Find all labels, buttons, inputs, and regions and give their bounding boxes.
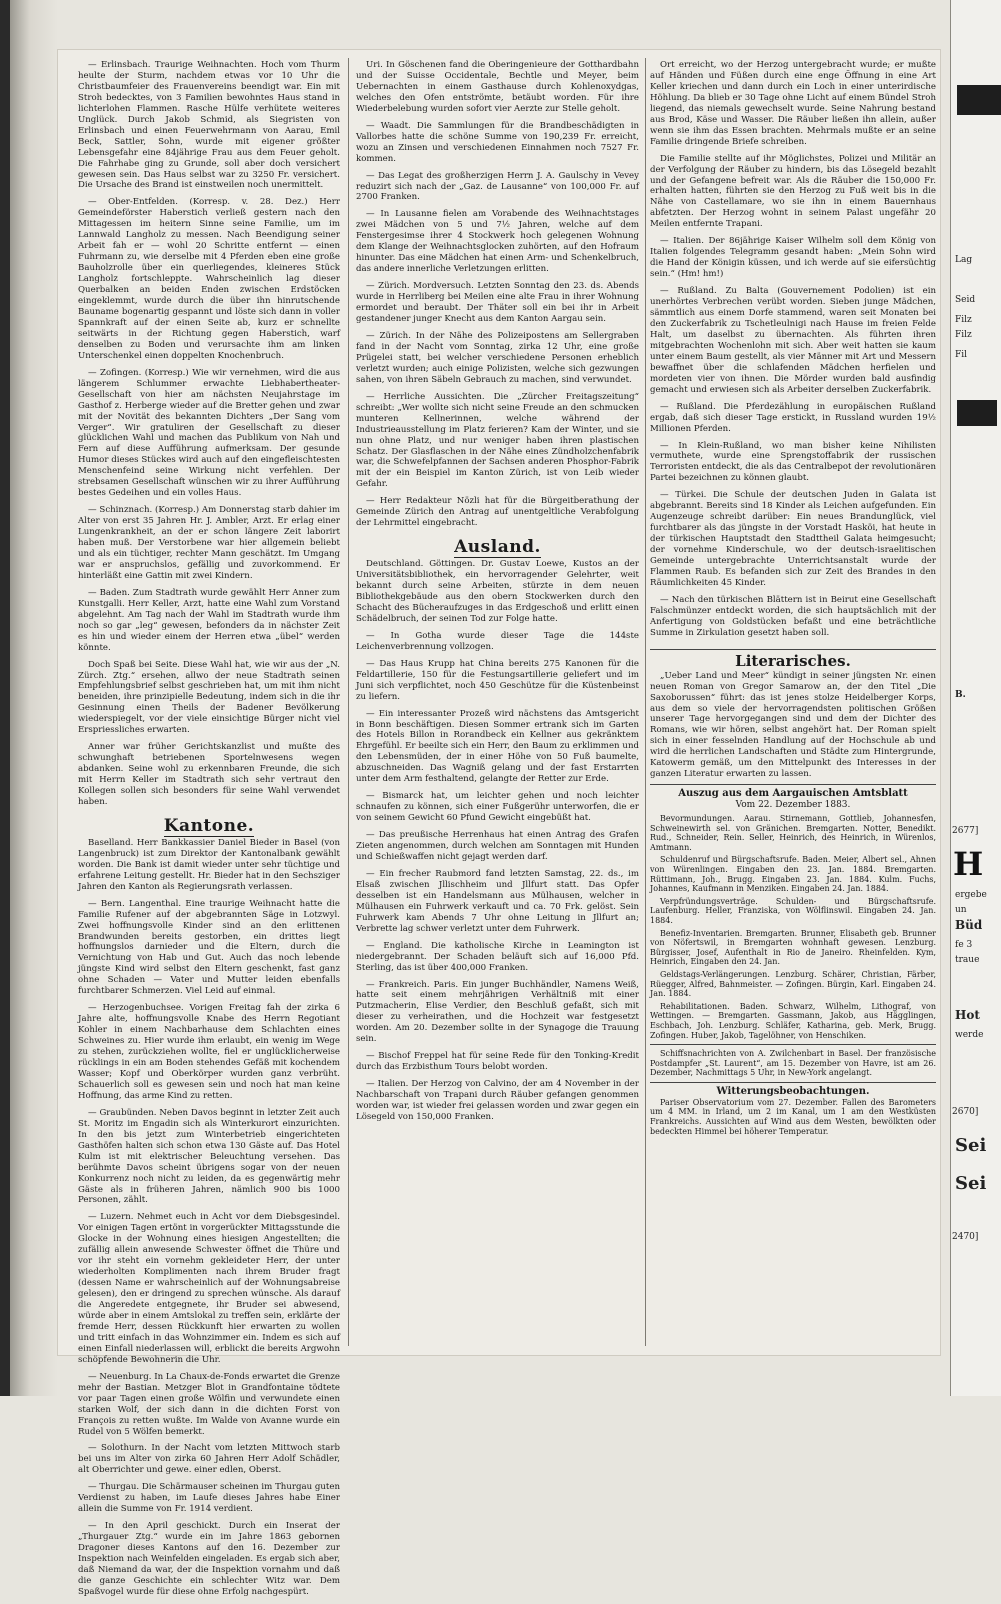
article-paragraph: — Graubünden. Neben Davos beginnt in letzter Zeit auch St. Moritz im Engadin sich als Winterkurort einzurichten. In den bis jetzt zum Winterbetrieb eingerichteten Gasthöfen halten sich schon etwa 130 Gäste auf. Das Hotel Kulm ist mit elektrischer Beleuchtung versehen. Das berühmte Davos scheint übrigens sogar von der neuen Konkurrenz noch nicht zu leiden, da es gegenwärtig mehr Gäste als in früheren Jahren, nämlich 900 bis 1000 Personen, zählt. (78, 1107, 340, 1206)
strip-fragment: Hot (955, 1008, 980, 1022)
article-paragraph: — Nach den türkischen Blättern ist in Beirut eine Gesellschaft Falschmünzer entdeckt worden, die sich hauptsächlich mit der Anfertigung von Goldstücken befaßt und eine beträchtliche Summe in Zirkulation gesetzt haben soll. (650, 594, 936, 638)
literarisches-text: „Ueber Land und Meer“ kündigt in seiner jüngsten Nr. einen neuen Roman von Gregor Samarow an, der den Titel „Die Saxoborussen“ führt: das ist jenes stolze Heidelberger Korps, aus dem so viele der hervorragendsten politischen Größen unserer Tage hervorgegangen sind und dem der Dichter des Romans, wie wir hören, selbst angehört hat. Der Roman spielt sich in einer fesselnden Handlung auf der Hochschule ab und wird die herrlichen Landschaften und Städte zum Hintergrunde, Katowerm gemäß, um den Mittelpunkt des Interesses in der ganzen Literatur erwarten zu lassen. (650, 670, 936, 780)
article-paragraph: Ort erreicht, wo der Herzog untergebracht wurde; er mußte auf Händen und Füßen durch eine enge Öffnung in eine Art Keller kriechen und dann durch ein Loch in einer unterirdische Höhlung. Da blieb er 30 Tage ohne Licht auf einem Bündel Stroh liegend, das niemals gewechselt wurde. Seine Nahrung bestand aus Brod, Käse und Wasser. Die Räuber ließen ihn allein, außer wenn sie ihm das Essen brachten. Mehrmals mußte er an seine Familie dringende Briefe schreiben. (650, 60, 936, 147)
article-paragraph: — Waadt. Die Sammlungen für die Brandbeschädigten in Vallorbes hatte die schöne Summe von 190,239 Fr. erreicht, wozu an Zinsen und verschiedenen Einnahmen noch 7527 Fr. kommen. (356, 120, 639, 164)
article-paragraph: — In Gotha wurde dieser Tage die 144ste Leichenverbrennung vollzogen. (356, 630, 639, 652)
article-paragraph: Doch Spaß bei Seite. Diese Wahl hat, wie wir aus der „N. Zürch. Ztg.“ ersehen, allwo der neue Stadtrath seinen Empfehlungsbrief selbst geschrieben hat, um mit ihm nicht beneiden, ihre prinzipielle Bedeutung, indem sich in die ihr Gesinnung einen Theils der Badener Bevölkerung wiederspiegelt, vor der viele einsichtige Bürger nicht viel Erspriessliches erwarten. (78, 659, 340, 736)
article-paragraph: — Frankreich. Paris. Ein junger Buchhändler, Namens Weiß, hatte seit einem mehrjährigen Verhältniß mit einer Putzmacherin, Elise Verdier, den Beschluß gefaßt, sich mit dieser zu verheirathen, und die Hochzeit war festgesetzt worden. Am 20. Dezember sollte in der Synagoge die Trauung sein. (356, 979, 639, 1045)
article-paragraph: Die Familie stellte auf ihr Möglichstes, Polizei und Militär an der Verfolgung der Räuber zu hindern, bis das Lösegeld bezahlt und der Gefangene befreit war. Als die Räuber die 150,000 Fr. erhalten hatten, führten sie den Herzog zu Fuß weit bis in die Nähe von Castellamare, wo sie ihn in einem Bauernhaus abfetzten. Der Herzog wohnt in seinem Palast ungefähr 20 Meilen entfernte Trapani. (650, 153, 936, 230)
strip-fragment: Sei (955, 1135, 987, 1156)
paragraph-gap (356, 529, 639, 535)
column-2 (356, 60, 639, 1345)
article-paragraph: — Zofingen. (Korresp.) Wie wir vernehmen, wird die aus längerem Schlummer erwachte Liebhabertheater-Gesellschaft von hier am nächsten Neujahrstage im Gasthof z. Herberge wieder auf die Bretter gehen und zwar mit der Novität des bekannten Dichters „Der Sang vom Verger“. Wir gratuliren der Gesellschaft zu dieser glücklichen Wahl und machen das Publikum von Nah und Fern auf diese Aufführung aufmerksam. Der gesunde Humor dieses Stückes wird auch auf den eingefleischtesten Menschenfeind seine Wirkung nicht verfehlen. Der strebsamen Gesellschaft wünschen wir zu ihrer Aufführung bestes Gedeihen und ein volles Haus. (78, 367, 340, 499)
article-paragraph: Baselland. Herr Bankkassier Daniel Bieder in Basel (von Langenbruck) ist zum Direktor der Kantonalbank gewählt worden. Die Bank ist damit wieder unter sehr tüchtige und erfahrene Leitung gestellt. Hr. Bieder hat in den Sechsziger Jahren den Kanton als Regierungsrath verlassen. (78, 837, 340, 892)
strip-fragment: traue (955, 955, 980, 965)
paragraph-gap (356, 1123, 639, 1129)
article-paragraph: — Thurgau. Die Schärmauser scheinen im Thurgau guten Verdienst zu haben, im Laufe dieses Jahres habe Einer allein die Summe von Fr. 1914 verdient. (78, 1482, 340, 1515)
schiffsnachrichten: Schiffsnachrichten von A. Zwilchenbart in Basel. Der französische Postdampfer „St. Laurent“, am 15. Dezember von Havre, ist am 26. Dezember, Nachmittags 5 Uhr, in New-York angelangt. (650, 1049, 936, 1078)
paragraph-gap (78, 808, 340, 814)
strip-fragment: Filz (955, 315, 972, 325)
amtsblatt-entry: Rehabilitationen. Baden. Schwarz, Wilhelm, Lithograf, von Wettingen. — Bremgarten. Gassmann, Jakob, aus Hägglingen, Eschbach, Joh. Lenzburg. Schläfer, Katharina, geb. Merk, Brugg. Zofingen. Huber, Jakob, Tagelöhner, von Henschiken. (650, 1001, 936, 1040)
strip-fragment: B. (955, 690, 966, 700)
section-heading-kantone: Kantone. (163, 815, 255, 836)
divider (650, 649, 936, 650)
column-1 (78, 60, 340, 1597)
article-paragraph: — Herrliche Aussichten. Die „Zürcher Freitagszeitung“ schreibt: „Wer wollte sich nicht seine Freude an den schmucken munteren Kellnerinnen, welche während der Industrieausstellung im Platz ferieren? Kam der Winter, und sie nun ohne Platz, und nur weniger haben ihren plastischen Schatz. Der Glasflaschen in der Nähe eines Zündholzchenfabrik war, die Schwefelpfannen der Sachsen anderen Phosphor-Fabrik mit der ein Beispiel im Kanton Zürich, ist von Leib wieder Gefahr. (356, 391, 639, 490)
article-paragraph: — Neuenburg. In La Chaux-de-Fonds erwartet die Grenze mehr der Bastian. Metzger Blot in Grandfontaine tödtete vor paar Tagen einen große Wölfin und verwundete einen starken Wolf, der sich dann in die dichten Forst von François zu retten wußte. Im Walde von Avanne wurde ein Rudel von 5 Wölfen bemerkt. (78, 1371, 340, 1437)
ad-number: 2677] (952, 826, 979, 836)
article-paragraph: — Rußland. Zu Balta (Gouvernement Podolien) ist ein unerhörtes Verbrechen verübt worden. Sieben junge Mädchen, sämmtlich aus einem Dorfe stammend, waren seit Monaten bei den Zuckerfabrik zu Tschetleulnigi nach Hause im freien Felde Halt, um daselbst zu übernachten. Als führten ihren mitgebrachten Wochenlohn mit sich. Aber weit hatten sie kaum unter einem Baum gestellt, als vier Männer mit Art und Messern bewaffnet über die schlafenden Mädchen herfielen und mordeten vier von ihnen. Die Mörder wurden bald ausfindig gemacht und erwiesen sich als Arbeiter derselben Zuckerfabrik. (650, 286, 936, 395)
paragraph-gap (650, 639, 936, 645)
article-paragraph: Anner war früher Gerichtskanzlist und mußte des schwunghaft betriebenen Sportelnwesens wegen abdanken. Seine wohl zu erkennbaren Freunde, die sich mit Herrn Keller im Stadtrath sich sehr vertraut den Kollegen sollen sich besonders für seine Wahl verwendet haben. (78, 742, 340, 807)
paragraph-gap (78, 1598, 340, 1604)
article-paragraph: — Zürich. Mordversuch. Letzten Sonntag den 23. ds. Abends wurde in Herrliberg bei Meilen eine alte Frau in ihrer Wohnung ermordet und beraubt. Der Thäter soll ein bei ihr in Arbeit gestandener junger Knecht aus dem Kanton Aargau sein. (356, 281, 639, 325)
amtsblatt-entries (650, 814, 936, 1040)
strip-big-letter: H (953, 845, 984, 883)
column-3 (650, 60, 936, 1345)
column-3-news (650, 60, 936, 645)
column-1-news (78, 60, 340, 814)
strip-fragment: Seid (955, 295, 976, 305)
article-paragraph: — Das Legat des großherzigen Herrn J. A. Gaulschy in Vevey reduzirt sich nach der „Gaz. de Lausanne“ von 100,000 Fr. auf 2700 Franken. (356, 170, 639, 203)
black-block (957, 400, 997, 426)
article-paragraph: — Zürich. In der Nähe des Polizeipostens am Sellergraben fand in der Nacht vom Sonntag, zirka 12 Uhr, eine große Prügelei statt, bei welcher verschiedene Personen erheblich verletzt wurden; auch einige Polizisten, welche sich gezwungen sahen, von ihren Säbeln Gebrauch zu machen, sind verwundet. (356, 330, 639, 385)
article-paragraph: — Rußland. Die Pferdezählung in europäischen Rußland ergab, daß sich dieser Tage erstickt, in Russland wurden 19½ Millionen Pferden. (650, 401, 936, 434)
divider (650, 1044, 936, 1045)
amtsblatt-title: Auszug aus dem Aargauischen Amtsblatt (678, 788, 908, 800)
article-paragraph: — Ober-Entfelden. (Korresp. v. 28. Dez.) Herr Gemeindeförster Haberstich verließ gestern nach den Mittagessen im heitern Sinne seine Familie, um im Lannwald Langholz zu messen. Nach Beendigung seiner Arbeit fah er — wohl 20 Schritte entfernt — einen Fuhrmann zu, wie derselbe mit 4 Pferden eben eine große Bauholzrolle über ein querliegendes, kleineres Stück Langholz fortschleppte. Wahrscheinlich lag dieser Querbalken an beiden Enden zwischen Erdstöcken eingeklemmt, wurde durch die über ihn hinrutschende Bauname bogenartig gespannt und löste sich dann in voller Spannkraft auf der einen Seite ab, kurz er schnellte seitwärts in der Richtung gegen Haberstich, warf denselben zu Boden und verursachte ihm am linken Unterschenkel einen doppelten Knochenbruch. (78, 197, 340, 361)
amtsblatt-entry: Schuldenruf und Bürgschaftsrufe. Baden. Meier, Albert sel., Ahnen von Würenlingen. Eingaben den 23. Jan. 1884. Bremgarten. Rüttimann, Joh., Brugg. Eingaben 23. Jan. 1884. Kulm. Fuchs, Johannes, Kaufmann in Menziken. Eingaben 24. Jan. 1884. (650, 855, 936, 894)
article-paragraph: — Schinznach. (Korresp.) Am Donnerstag starb dahier im Alter von erst 35 Jahren Hr. J. Ambler, Arzt. Er erlag einer Lungenkrankheit, an der er schon längere Zeit laborirt haben muß. Der Verstorbene war hier allgemein beliebt und als ein tüchtiger, rechter Mann geschätzt. Im Umgang war er anspruchslos, gefällig und zuvorkommend. Er hinterläßt eine Gattin mit zwei Kindern. (78, 505, 340, 581)
strip-fragment: Lag (955, 255, 973, 265)
divider (650, 784, 936, 785)
article-paragraph: — Luzern. Nehmet euch in Acht vor dem Diebsgesindel. Vor einigen Tagen ertönt in vorgerückter Mittagsstunde die Glocke in der Wohnung eines hiesigen Angestellten; die zufällig allein anwesende Schwester öffnet die Thüre und vor ihr steht ein vornehm gekleideter Herr, der unter wiederholten Komplimenten nach ihrem Bruder fragt (dessen Name er wahrscheinlich auf der Wohnungsabreise gelesen), den er dringend zu sprechen wünsche. Als darauf die Angeredete entgegnete, ihr Bruder sei abwesend, würde aber in einem Amtslokal zu treffen sein, erklärte der fremde Herr, dessen Rückkunft hier erwarten zu wollen und tritt einfach in das Wohnzimmer ein. Indem es sich auf einen Einfall niederlassen will, erblickt die bereits Argwohn schöpfende Bewohnerin die Uhr. (78, 1212, 340, 1365)
strip-fragment: Fil (955, 350, 968, 360)
strip-fragment: Büd (955, 918, 983, 932)
article-paragraph: — In Klein-Rußland, wo man bisher keine Nihilisten vermuthete, wurde eine Sprengstoffabrik der russischen Terroristen entdeckt, die als das Centralbepot der revolutionären Partei bezeichnen zu können glaubt. (650, 440, 936, 484)
column-2-news (356, 60, 639, 535)
column-rule (645, 58, 646, 1346)
article-paragraph: — Bismarck hat, um leichter gehen und noch leichter schnaufen zu können, sich einer Fußgerühr unterworfen, die er von seinem Gewicht 60 Pfund Gewicht eingebüßt hat. (356, 791, 639, 824)
article-paragraph: — Das Haus Krupp hat China bereits 275 Kanonen für die Feldartillerie, 150 für die Festungsartillerie geliefert und im Juni sich verpflichtet, noch 450 Geschütze für die Küstenbeinst zu liefern. (356, 658, 639, 702)
amtsblatt-entry: Geldstags-Verlängerungen. Lenzburg. Schärer, Christian, Färber, Rüegger, Alfred, Bahnmeister. — Zofingen. Bürgin, Karl. Eingaben 24. Jan. 1884. (650, 970, 936, 999)
amtsblatt-entry: Bevormundungen. Aarau. Stirnemann, Gottlieb, Johannesfen, Schweinewirth sel. von Gränichen. Bremgarten. Notter, Benedikt. Rud., Schneider, Rein. Seller, Heinrich, des Heinrich, in Würenlos, Amtmann. (650, 814, 936, 852)
strip-fragment: werde (955, 1030, 984, 1040)
amtsblatt-entry: Verpfründungsverträge. Schulden- und Bürgschaftsrufe. Laufenburg. Heller, Franziska, von Wölflinswil. Eingaben 24. Jan. 1884. (650, 896, 936, 926)
amtsblatt-date: Vom 22. Dezember 1883. (735, 800, 851, 811)
article-paragraph: — Solothurn. In der Nacht vom letzten Mittwoch starb bei uns im Alter von zirka 60 Jahren Herr Adolf Schädler, alt Oberrichter und gewe. einer edlen, Oberst. (78, 1443, 340, 1476)
amtsblatt-entry: Benefiz-Inventarien. Bremgarten. Brunner, Elisabeth geb. Brunner von Nöfertswil, in Bremgarten wohnhaft gewesen. Lenzburg. Bürgisser, Josef, Aufenthalt in Rio de Janeiro. Rheinfelden. Kym, Heinrich, Eingaben den 24. Jan. (650, 928, 936, 967)
left-binding-edge (0, 0, 58, 1396)
witterung-text: Pariser Observatorium vom 27. Dezember. Fallen des Barometers um 4 MM. in Irland, um 2 im Kanal, um 1 am den Westküsten Frankreichs. Aussichten auf Wind aus dem Westen, bewölkten oder bedeckten Himmel bei höherer Temperatur. (650, 1097, 936, 1136)
article-paragraph: — Ein interessanter Prozeß wird nächstens das Amtsgericht in Bonn beschäftigen. Diesen Sommer ertrank sich im Garten des Hotels Billon in Rorandbeck ein Kellner aus gekränktem Ehrgefühl. Er beeilte sich ein Herr, den Baum zu erklimmen und den Lebensmüden, der in einer Höhe von 50 Fuß baumelte, abzuschneiden. Das Wagniß gelang und der fast Erstarrten unter dem Arm festhaltend, gelangte der Retter zur Erde. (356, 708, 639, 785)
column-rule (348, 58, 349, 1346)
article-paragraph: — Herr Redakteur Nözli hat für die Bürgeitberathung der Gemeinde Zürich den Antrag auf unentgeltliche Verabfolgung der Lehrmittel eingebracht. (356, 496, 639, 529)
section-heading-literarisches: Literarisches. (735, 651, 851, 670)
column-1-kantone (78, 838, 340, 1604)
strip-fragment: un (955, 905, 967, 915)
article-paragraph: — Erlinsbach. Traurige Weihnachten. Hoch vom Thurm heulte der Sturm, nachdem etwas vor 10 Uhr die Christbaumfeier des Frauenvereins beendigt war. Ein mit Stroh bedecktes, von 3 Familien bewohntes Haus stand in lichterlohen Flammen. Rasche Hülfe verhütete weiteres Unglück. Durch Jakob Schmid, als Siegristen von Erlinsbach und einen Feuerwehrmann von Aarau, Emil Beck, Sattler, Sohn, wurde mit eigener größter Lebensgefahr eine 84jährige Frau aus dem Feuer geholt. Die Fahrhabe ging zu Grunde, soll aber doch versichert gewesen sein. Das Haus selbst war zu 3250 Fr. versichert. Die Ursache des Brand ist einstweilen noch unermittelt. (78, 60, 340, 191)
article-paragraph: — Italien. Der Herzog von Calvino, der am 4 November in der Nachbarschaft von Trapani durch Räuber gefangen genommen worden war, ist wieder frei gelassen worden und zwar gegen ein Lösegeld von 150,000 Franken. (356, 1079, 639, 1123)
column-2-ausland (356, 559, 639, 1129)
strip-fragment: Filz (955, 330, 972, 340)
article-paragraph: — In den April geschickt. Durch ein Inserat der „Thurgauer Ztg.“ wurde ein im Jahre 1863 gebornen Dragoner dieses Kantons auf den 16. Dezember zur Inspektion nach Weinfelden eingeladen. Es ergab sich aber, daß Niemand da war, der die Inspektion vornahm und daß die ganze Geschichte ein schlechter Witz war. Dem Spaßvogel wurde für diese ohne Erfolg nachgespürt. (78, 1521, 340, 1597)
article-paragraph: — Das preußische Herrenhaus hat einen Antrag des Grafen Zieten angenommen, durch welchen am Sonntagen mit Hunden und Schießwaffen nicht gejagt werden darf. (356, 830, 639, 862)
article-paragraph: — England. Die katholische Kirche in Leamington ist niedergebrannt. Der Schaden beläuft sich auf 16,000 Pfd. Sterling, das ist über 400,000 Franken. (356, 940, 639, 973)
article-paragraph: — Baden. Zum Stadtrath wurde gewählt Herr Anner zum Kunstgalli. Herr Keller, Arzt, hatte eine Wahl zum Vorstand abgelehnt. Am Tag nach der Wahl im Stadtrath wurde ihm noch so gar „leg“ gewesen, befonders da in nächster Zeit es hin und wieder einem der Herren etwa „übel“ werden könnte. (78, 587, 340, 653)
article-paragraph: — Türkei. Die Schule der deutschen Juden in Galata ist abgebrannt. Bereits sind 18 Kinder als Leichen aufgefunden. Ein Augenzeuge schreibt darüber: Ein neues Brandunglück, viel furchtbarer als das jüngste in der Vorstadt Hasköi, hat heute in der türkischen Hauptstadt den Stadttheil Galata heimgesucht; der vornehme Kinderschule, wo der deutsch-israelitischen Gemeinde untergebrachte Unterrichtsanstalt wurde der Flammen Raub. Es befanden sich zur Zeit des Brandes in den Räumlichkeiten 45 Kinder. (650, 490, 936, 588)
strip-fragment: Sei (955, 1173, 987, 1194)
article-paragraph: — Italien. Der 86jährige Kaiser Wilhelm soll dem König von Italien folgendes Telegramm gesandt haben: „Mein Sohn wird die Hand der Königin küssen, und ich werde auf sie eifersüchtig sein.“ (Hm! hm!) (650, 236, 936, 280)
black-block (957, 85, 1001, 115)
ad-number: 2670] (952, 1107, 979, 1117)
witterung-title: Witterungsbeobachtungen. (716, 1085, 870, 1097)
divider (650, 1082, 936, 1083)
article-paragraph: Deutschland. Göttingen. Dr. Gustav Loewe, Kustos an der Universitätsbibliothek, ein hervorragender Gelehrter, weit bekannt durch seine Arbeiten, stürzte in dem neuen Bibliothekgebäude aus den obern Stockwerken durch den Schacht des Bücheraufzuges in das Erdgeschoß und erlitt einen Schädelbruch, der seinen Tod zur Folge hatte. (356, 559, 639, 624)
ad-number: 2470] (952, 1232, 979, 1242)
article-paragraph: — Herzogenbuchsee. Vorigen Freitag fah der zirka 6 Jahre alte, hoffnungsvolle Knabe des Herrn Regotiant Kohler in einem Nachbarhause dem Schlachten eines Schweines zu. Hier wurde ihm erlaubt, ein wenig im Wege zu stehen, zurückziehen wollte, fiel er unglücklicherweise rücklings in ein am Boden stehendes Gefäß mit kochendem Wasser; Kopf und Oberkörper wurden ganz verbrüht. Schauerlich soll es gewesen sein und noch hat man keine Hoffnung, das arme Kind zu retten. (78, 1003, 340, 1101)
article-paragraph: — In Lausanne fielen am Vorabende des Weihnachtstages zwei Mädchen von 5 und 7½ Jahren, welche auf dem Fenstergesimse ihrer 4 Stockwerk hoch gelegenen Wohnung dem Klange der Weihnachtsglocken zuhörten, auf den Hofraum hinunter. Das eine Mädchen hat einen Arm- und Schenkelbruch, das andere innerliche Verletzungen erlitten. (356, 209, 639, 275)
article-paragraph: Uri. In Göschenen fand die Oberingenieure der Gotthardbahn und der Suisse Occidentale, Bechtle und Meyer, beim Uebernachten in einem Gasthause durch Kohlenoxydgas, welches den Ofen entströmte, betäubt worden. Für ihre Wiederbelebung wurden sofort vier Aerzte zur Stelle geholt. (356, 60, 639, 114)
article-paragraph: — Ein frecher Raubmord fand letzten Samstag, 22. ds., im Elsaß zwischen Jllischheim und Jllfurt statt. Das Opfer desselben ist ein Handelsmann aus Mülhausen, welcher in Mülhausen ein Fuhrwerk verkauft und ca. 70 Frk. gelöst. Sein Fuhrwerk kam Abends 7 Uhr ohne Leitung in Jllfurt an; Verbrette lag schwer verletzt unter dem Fuhrwerk. (356, 868, 639, 934)
adjacent-page-strip (950, 0, 1001, 1396)
strip-fragment: ergebe (955, 890, 987, 900)
article-paragraph: — Bern. Langenthal. Eine traurige Weihnacht hatte die Familie Rufener auf der abgebrannten Säge in Lotzwyl. Zwei hoffnungsvolle Kinder sind an den erlittenen Brandwunden bereits gestorben, ein drittes liegt hoffnungslos darnieder und die Eltern, durch die Vernichtung von Hab und Gut. Auch das noch lebende jüngste Kind wird selbst den Eltern geschenkt, fast ganz ohne Schaden — Vater und Mutter leiden ebenfalls furchtbarer Schmerzen. Viel Leid auf einmal. (78, 898, 340, 997)
strip-fragment: fe 3 (955, 940, 973, 950)
article-paragraph: — Bischof Freppel hat für seine Rede für den Tonking-Kredit durch das Erzbisthum Tours belobt worden. (356, 1051, 639, 1073)
section-heading-ausland: Ausland. (454, 537, 541, 558)
